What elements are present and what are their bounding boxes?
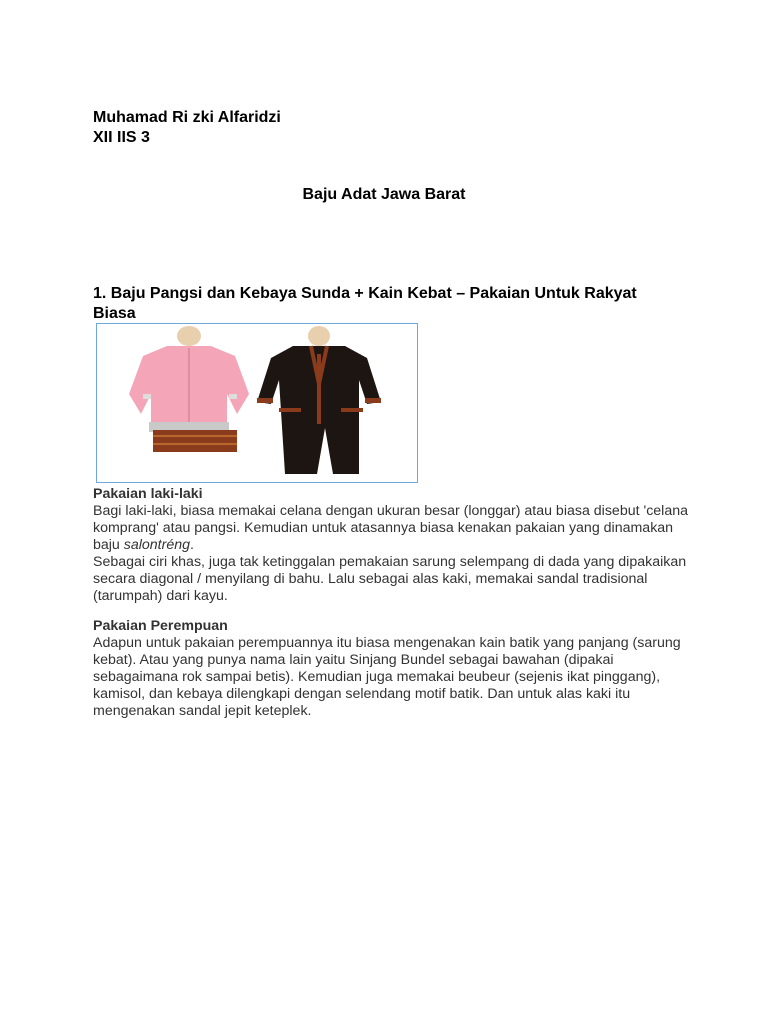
author-name: Muhamad Ri zki Alfaridzi	[93, 109, 281, 126]
female-section	[93, 618, 693, 720]
male-p1-text: Bagi laki-laki, biasa memakai celana dengan ukuran besar (longgar) atau biasa disebut 'celana komprang' atau pangsi. Kemudian untuk atasannya biasa kenakan pakaian yang dinamakan baju	[93, 503, 689, 553]
female-heading: Pakaian Perempuan	[93, 618, 228, 634]
costume-illustration	[97, 324, 417, 482]
section-title: 1. Baju Pangsi dan Kebaya Sunda + Kain Kebat – Pakaian Untuk Rakyat Biasa	[93, 285, 637, 322]
female-paragraph-1: Adapun untuk pakaian perempuannya itu biasa mengenakan kain batik yang panjang (sarung kebat). Atau yang punya nama lain yaitu Sinjang Bundel sebagai bawahan (dipakai sebagaimana rok sampai betis). Kemudian juga memakai beubeur (sejenis ikat pinggang), kamisol, dan kebaya dilengkapi dengan selendang motif batik. Dan untuk alas kaki itu mengenakan sandal jepit keteplek.	[93, 635, 681, 719]
author-block	[93, 108, 281, 148]
male-section	[93, 486, 693, 605]
costume-photo	[96, 323, 418, 483]
male-p1-end: .	[190, 537, 194, 553]
author-class: XII IIS 3	[93, 129, 150, 146]
male-paragraph-1	[93, 503, 693, 554]
page-title: Baju Adat Jawa Barat	[302, 186, 466, 203]
male-p1-italic: salontréng	[123, 537, 191, 553]
male-heading: Pakaian laki-laki	[93, 486, 203, 502]
male-paragraph-2: Sebagai ciri khas, juga tak ketinggalan pemakaian sarung selempang di dada yang dipakaikan secara diagonal / menyilang di bahu. Lalu sebagai alas kaki, memakai sandal tradisional (tarumpah) dari kayu.	[93, 554, 687, 604]
